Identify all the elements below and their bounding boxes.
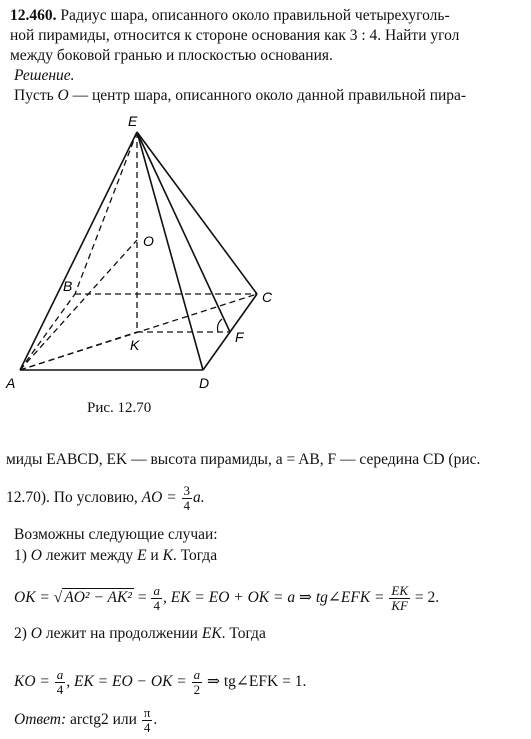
solution-heading: Решение. (14, 67, 75, 84)
f2-num2: a (193, 667, 201, 682)
f2-mid: , EK = EO − OK = (66, 673, 191, 691)
figure-caption: Рис. 12.70 (87, 400, 152, 416)
f1-rest: , EK = EO + OK = a ⇒ tg∠EFK = (162, 589, 389, 607)
case1-c: и (146, 547, 163, 564)
f1-frac (151, 584, 162, 613)
case-1 (14, 546, 217, 566)
f2-end: ⇒ tg∠EFK = 1. (203, 673, 307, 691)
case2-EK: EK (201, 625, 222, 642)
ao-den: 4 (183, 498, 191, 513)
f1-num2: EK (391, 583, 408, 598)
case2-c: . Тогда (221, 625, 266, 642)
f1-ok: OK = (14, 589, 54, 607)
f1-den: 4 (153, 598, 160, 613)
problem-line-1 (10, 6, 450, 26)
f1-frac2 (389, 584, 410, 613)
f2-den2: 2 (193, 682, 201, 697)
formula-1 (14, 584, 439, 613)
label-K: K (130, 337, 140, 353)
case-2 (14, 624, 266, 644)
intro-b: — центр шара, описанного около данной правильной пира- (68, 87, 467, 104)
answer-text: arctg2 или (66, 711, 141, 729)
problem-line-2: ной пирамиды, относится к стороне основания как 3 : 4. Найти угол (10, 27, 460, 44)
text-line-a: миды EABCD, EK — высота пирамиды, a = AB, F — середина CD (рис. (6, 451, 481, 468)
line-b-pre: 12.70). По условию, (6, 489, 142, 507)
case2-a: 2) (14, 625, 31, 642)
case1-a: 1) (14, 547, 31, 564)
f2-ko: KO = (14, 673, 54, 691)
case1-E: E (137, 547, 147, 564)
f2-num: a (56, 667, 64, 682)
answer-den: 4 (143, 720, 151, 735)
f2-den: 4 (56, 682, 64, 697)
f2-frac (55, 668, 66, 697)
ao-num: 3 (183, 483, 191, 498)
label-O: O (143, 233, 154, 249)
problem-line-3: между боковой гранью и плоскостью основания. (10, 47, 333, 64)
f2-frac2 (192, 668, 203, 697)
case2-b: лежит на продолжении (42, 625, 202, 642)
label-D: D (199, 375, 210, 391)
edge-EA (20, 132, 137, 370)
ao-rhs: a. (193, 489, 205, 507)
case1-d: . Тогда (172, 547, 218, 564)
label-E: E (128, 113, 138, 129)
label-C: C (262, 289, 273, 305)
pyramid-figure (0, 108, 531, 408)
answer-label: Ответ: (14, 711, 67, 729)
ao-fraction (182, 484, 193, 513)
case2-O: O (30, 625, 42, 642)
answer-num: π (143, 705, 151, 720)
intro-a: Пусть (14, 87, 58, 104)
answer (14, 706, 157, 735)
edge-EB (75, 132, 137, 294)
f1-end: = 2. (411, 589, 440, 607)
edge-AB (20, 294, 75, 370)
f1-num: a (153, 583, 160, 598)
solution-intro (14, 86, 466, 106)
answer-frac (142, 706, 153, 735)
answer-end: . (153, 711, 158, 729)
label-A: A (6, 375, 16, 391)
f1-eq: = (133, 589, 151, 607)
intro-O: O (57, 87, 69, 104)
formula-2 (14, 668, 306, 697)
label-B: B (63, 278, 73, 294)
case1-K: K (162, 547, 173, 564)
f1-sqrt: AO² − AK² (64, 589, 132, 607)
edge-EC (137, 132, 257, 294)
case1-b: лежит между (42, 547, 138, 564)
cases-intro: Возможны следующие случаи: (14, 526, 218, 543)
text-line-b (6, 484, 205, 513)
problem-number: 12.460. (10, 7, 57, 24)
label-F: F (235, 329, 244, 345)
sqrt-sign: √ (53, 589, 63, 607)
f1-den2: KF (391, 598, 408, 613)
ao-lhs: AO = (141, 489, 181, 507)
angle-mark-F (218, 319, 223, 332)
case1-O: O (30, 547, 42, 564)
problem-text-1: Радиус шара, описанного около правильной четырехуголь- (60, 7, 450, 24)
